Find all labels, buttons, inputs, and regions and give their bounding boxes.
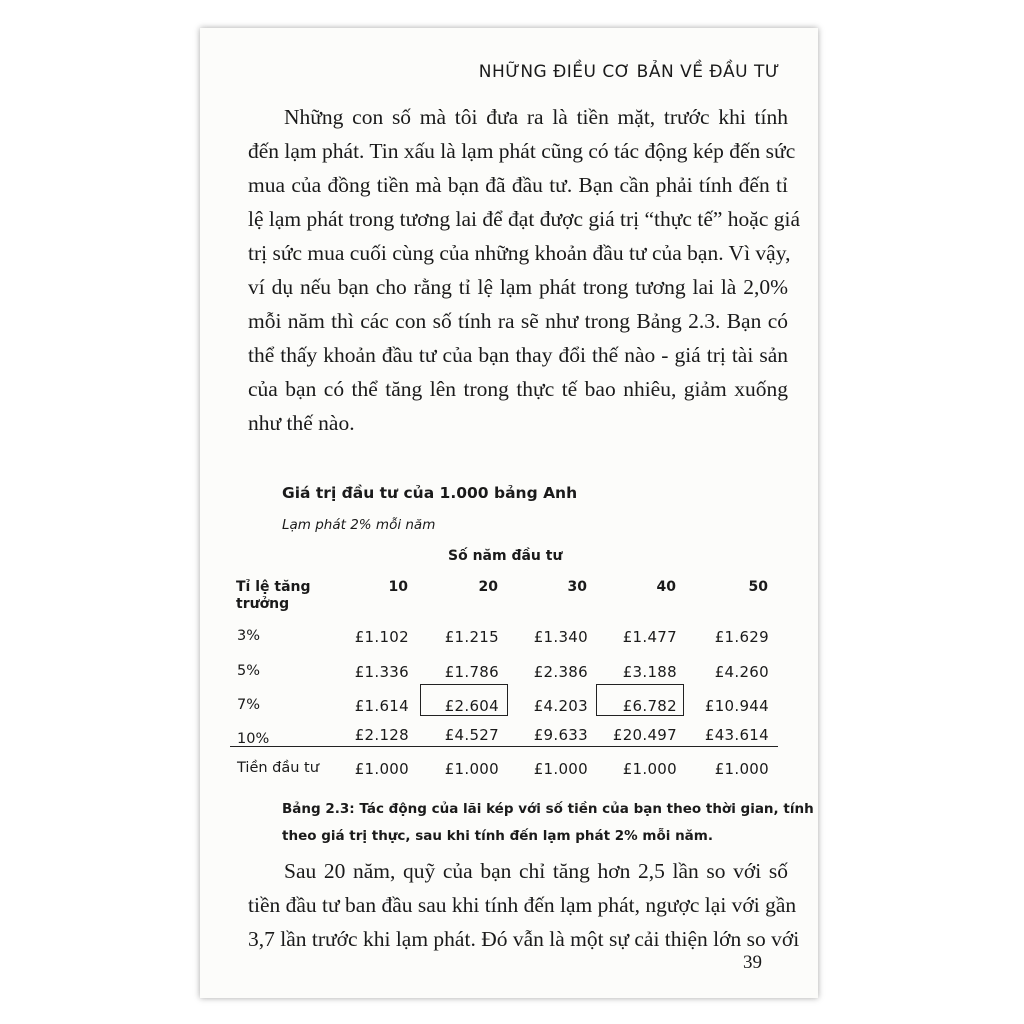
paragraph-line: thể thấy khoản đầu tư của bạn thay đổi thế nào - giá trị tài sản — [248, 343, 788, 367]
table-cell: £1.629 — [714, 628, 769, 646]
table-cell-highlighted: £2.604 — [444, 697, 499, 715]
caption-line: Bảng 2.3: Tác động của lãi kép với số tiền của bạn theo thời gian, tính — [282, 801, 814, 817]
table-cell: £10.944 — [704, 697, 769, 715]
rate-label: 10% — [237, 731, 270, 747]
table-subtitle: Lạm phát 2% mỗi năm — [282, 517, 436, 533]
year-header: 50 — [748, 579, 768, 595]
paragraph-line: 3,7 lần trước khi lạm phát. Đó vẫn là một sự cải thiện lớn so với — [248, 927, 800, 951]
years-header: Số năm đầu tư — [448, 548, 563, 564]
paragraph-line: Sau 20 năm, quỹ của bạn chỉ tăng hơn 2,5 lần so với số — [284, 859, 788, 883]
paragraph-line: trị sức mua cuối cùng của những khoản đầu tư của bạn. Vì vậy, — [248, 241, 791, 265]
table-cell: £3.188 — [622, 663, 677, 681]
table-cell: £43.614 — [704, 726, 769, 744]
paragraph-2 — [248, 854, 800, 956]
running-head: NHỮNG ĐIỀU CƠ BẢN VỀ ĐẦU TƯ — [478, 62, 780, 82]
book-page — [200, 28, 818, 998]
paragraph-line: của bạn có thể tăng lên trong thực tế bao nhiêu, giảm xuống — [248, 377, 788, 401]
table-cell: £1.786 — [444, 663, 499, 681]
table-title: Giá trị đầu tư của 1.000 bảng Anh — [282, 484, 578, 502]
paragraph-line: lệ lạm phát trong tương lai để đạt được giá trị “thực tế” hoặc giá — [248, 207, 801, 231]
page-number: 39 — [743, 952, 762, 973]
table-cell: £1.477 — [622, 628, 677, 646]
table-cell-highlighted: £6.782 — [622, 697, 677, 715]
year-header: 30 — [567, 579, 587, 595]
table-cell: £1.340 — [533, 628, 588, 646]
paragraph-line: Những con số mà tôi đưa ra là tiền mặt, trước khi tính — [284, 105, 788, 129]
table-divider — [230, 746, 778, 747]
table-cell: £1.000 — [354, 760, 409, 778]
table-cell: £1.000 — [714, 760, 769, 778]
table-cell: £20.497 — [612, 726, 677, 744]
paragraph-line: ví dụ nếu bạn cho rằng tỉ lệ lạm phát trong tương lai là 2,0% — [248, 275, 788, 299]
highlight-box — [596, 684, 684, 716]
table-cell: £1.000 — [533, 760, 588, 778]
paragraph-line: mỗi năm thì các con số tính ra sẽ như trong Bảng 2.3. Bạn có — [248, 309, 788, 333]
paragraph-line: như thế nào. — [248, 411, 355, 435]
investment-label: Tiền đầu tư — [237, 760, 319, 776]
table-cell: £9.633 — [533, 726, 588, 744]
rate-label: 5% — [237, 663, 261, 679]
table-cell: £1.000 — [622, 760, 677, 778]
table-cell: £1.102 — [354, 628, 409, 646]
paragraph-1 — [248, 100, 801, 440]
paragraph-line: mua của đồng tiền mà bạn đã đầu tư. Bạn cần phải tính đến tỉ — [248, 173, 788, 197]
table-cell: £4.260 — [714, 663, 769, 681]
year-header: 10 — [388, 579, 408, 595]
highlight-box — [420, 684, 508, 716]
year-header: 40 — [656, 579, 676, 595]
table-cell: £2.386 — [533, 663, 588, 681]
rate-label: 3% — [237, 628, 261, 644]
table-cell: £2.128 — [354, 726, 409, 744]
table-caption — [282, 796, 814, 850]
rate-label: 7% — [237, 697, 261, 713]
table-cell: £4.203 — [533, 697, 588, 715]
paragraph-line: đến lạm phát. Tin xấu là lạm phát cũng có tác động kép đến sức — [248, 139, 796, 163]
table-cell: £1.215 — [444, 628, 499, 646]
caption-line: theo giá trị thực, sau khi tính đến lạm phát 2% mỗi năm. — [282, 828, 713, 844]
table-cell: £1.000 — [444, 760, 499, 778]
table-cell: £4.527 — [444, 726, 499, 744]
year-header: 20 — [478, 579, 498, 595]
paragraph-line: tiền đầu tư ban đầu sau khi tính đến lạm phát, ngược lại với gần — [248, 893, 797, 917]
table-cell: £1.336 — [354, 663, 409, 681]
rate-header: Tỉ lệ tăng trưởng — [236, 579, 311, 612]
table-cell: £1.614 — [354, 697, 409, 715]
